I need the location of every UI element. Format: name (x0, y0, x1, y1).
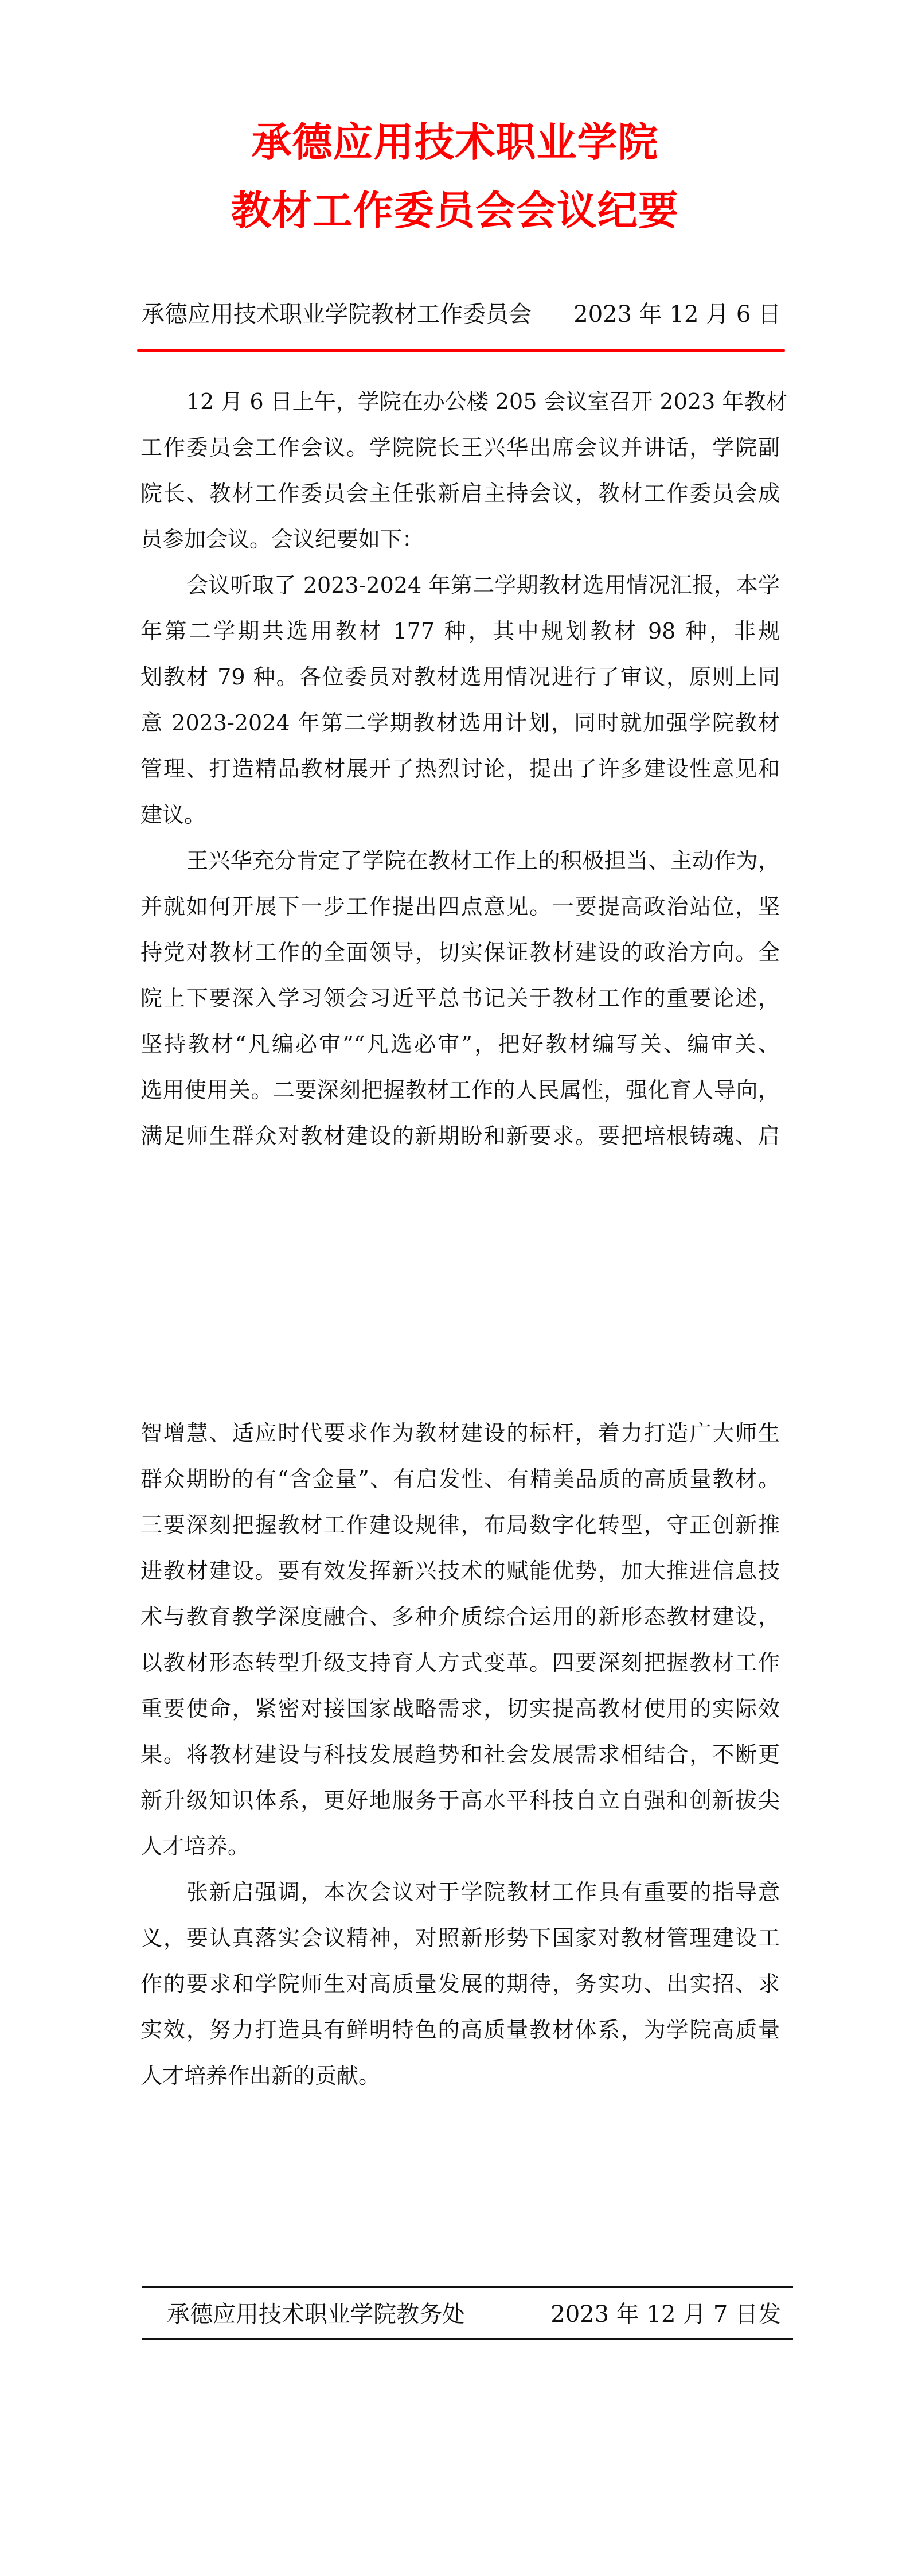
paragraph-line: 人才培养作出新的贡献。 (140, 2063, 381, 2088)
body-text-page1 (140, 379, 788, 1159)
paragraph-line: 果。将教材建设与科技发展趋势和社会发展需求相结合，不断更 (140, 1742, 780, 1767)
paragraph-line: 术与教育教学深度融合、多种介质综合运用的新形态教材建设， (140, 1604, 780, 1629)
paragraph-line: 满足师生群众对教材建设的新期盼和新要求。要把培根铸魂、启 (140, 1123, 780, 1149)
paragraph-line: 划教材 79 种。各位委员对教材选用情况进行了审议，原则上同 (140, 664, 780, 690)
paragraph-line: 意 2023-2024 年第二学期教材选用计划，同时就加强学院教材 (140, 710, 780, 736)
paragraph-line: 新升级知识体系，更好地服务于高水平科技自立自强和创新拔尖 (140, 1788, 780, 1813)
paragraph-line: 选用使用关。二要深刻把握教材工作的人民属性，强化育人导向， (140, 1077, 780, 1103)
paragraph-line: 张新启强调，本次会议对于学院教材工作具有重要的指导意 (186, 1880, 780, 1905)
paragraph-line: 并就如何开展下一步工作提出四点意见。一要提高政治站位，坚 (140, 894, 780, 919)
paragraph-line: 作的要求和学院师生对高质量发展的期待，务实功、出实招、求 (140, 1971, 780, 1997)
body-text-page2 (140, 1410, 780, 2099)
document-title-line1: 承德应用技术职业学院 (251, 118, 659, 166)
paragraph-line: 管理、打造精品教材展开了热烈讨论，提出了许多建设性意见和 (140, 756, 780, 781)
paragraph-line: 院上下要深入学习领会习近平总书记关于教材工作的重要论述， (140, 986, 780, 1011)
footer-bottom-rule (142, 2338, 793, 2340)
paragraph-line: 重要使命，紧密对接国家战略需求，切实提高教材使用的实际效 (140, 1696, 780, 1721)
paragraph-line: 人才培养。 (140, 1834, 250, 1859)
document-title-line2: 教材工作委员会会议纪要 (231, 186, 679, 234)
paragraph-line: 实效，努力打造具有鲜明特色的高质量教材体系，为学院高质量 (140, 2017, 780, 2042)
paragraph-line: 工作委员会工作会议。学院院长王兴华出席会议并讲话，学院副 (140, 435, 780, 460)
paragraph-line: 智增慧、适应时代要求作为教材建设的标杆，着力打造广大师生 (140, 1421, 780, 1446)
footer-top-rule (142, 2286, 793, 2288)
footer-issuer: 承德应用技术职业学院教务处 (167, 2301, 465, 2328)
paragraph-line: 院长、教材工作委员会主任张新启主持会议，教材工作委员会成 (140, 481, 780, 506)
paragraph-line: 群众期盼的有“含金量”、有启发性、有精美品质的高质量教材。 (140, 1466, 780, 1492)
paragraph-line: 会议听取了 2023-2024 年第二学期教材选用情况汇报，本学 (186, 573, 780, 598)
paragraph-line: 持党对教材工作的全面领导，切实保证教材建设的政治方向。全 (140, 940, 780, 965)
issuer-label: 承德应用技术职业学院教材工作委员会 (142, 301, 532, 328)
paragraph-line: 以教材形态转型升级支持育人方式变革。四要深刻把握教材工作 (140, 1650, 780, 1675)
paragraph-line: 员参加会议。会议纪要如下： (140, 527, 424, 552)
red-divider (137, 349, 785, 352)
paragraph-line: 12 月 6 日上午，学院在办公楼 205 会议室召开 2023 年教材 (186, 389, 788, 414)
paragraph-line: 三要深刻把握教材工作建设规律，布局数字化转型，守正创新推 (140, 1512, 780, 1538)
issue-date: 2023 年 12 月 6 日 (573, 301, 781, 328)
paragraph-line: 建议。 (140, 802, 206, 827)
paragraph-line: 义，要认真落实会议精神，对照新形势下国家对教材管理建设工 (140, 1925, 780, 1951)
paragraph-line: 年第二学期共选用教材 177 种，其中规划教材 98 种，非规 (140, 618, 780, 644)
paragraph-line: 坚持教材“凡编必审”“凡选必审”，把好教材编写关、编审关、 (140, 1032, 780, 1057)
paragraph-line: 进教材建设。要有效发挥新兴技术的赋能优势，加大推进信息技 (140, 1558, 780, 1583)
paragraph-line: 王兴华充分肯定了学院在教材工作上的积极担当、主动作为， (186, 848, 780, 873)
footer-date: 2023 年 12 月 7 日发 (550, 2301, 781, 2328)
